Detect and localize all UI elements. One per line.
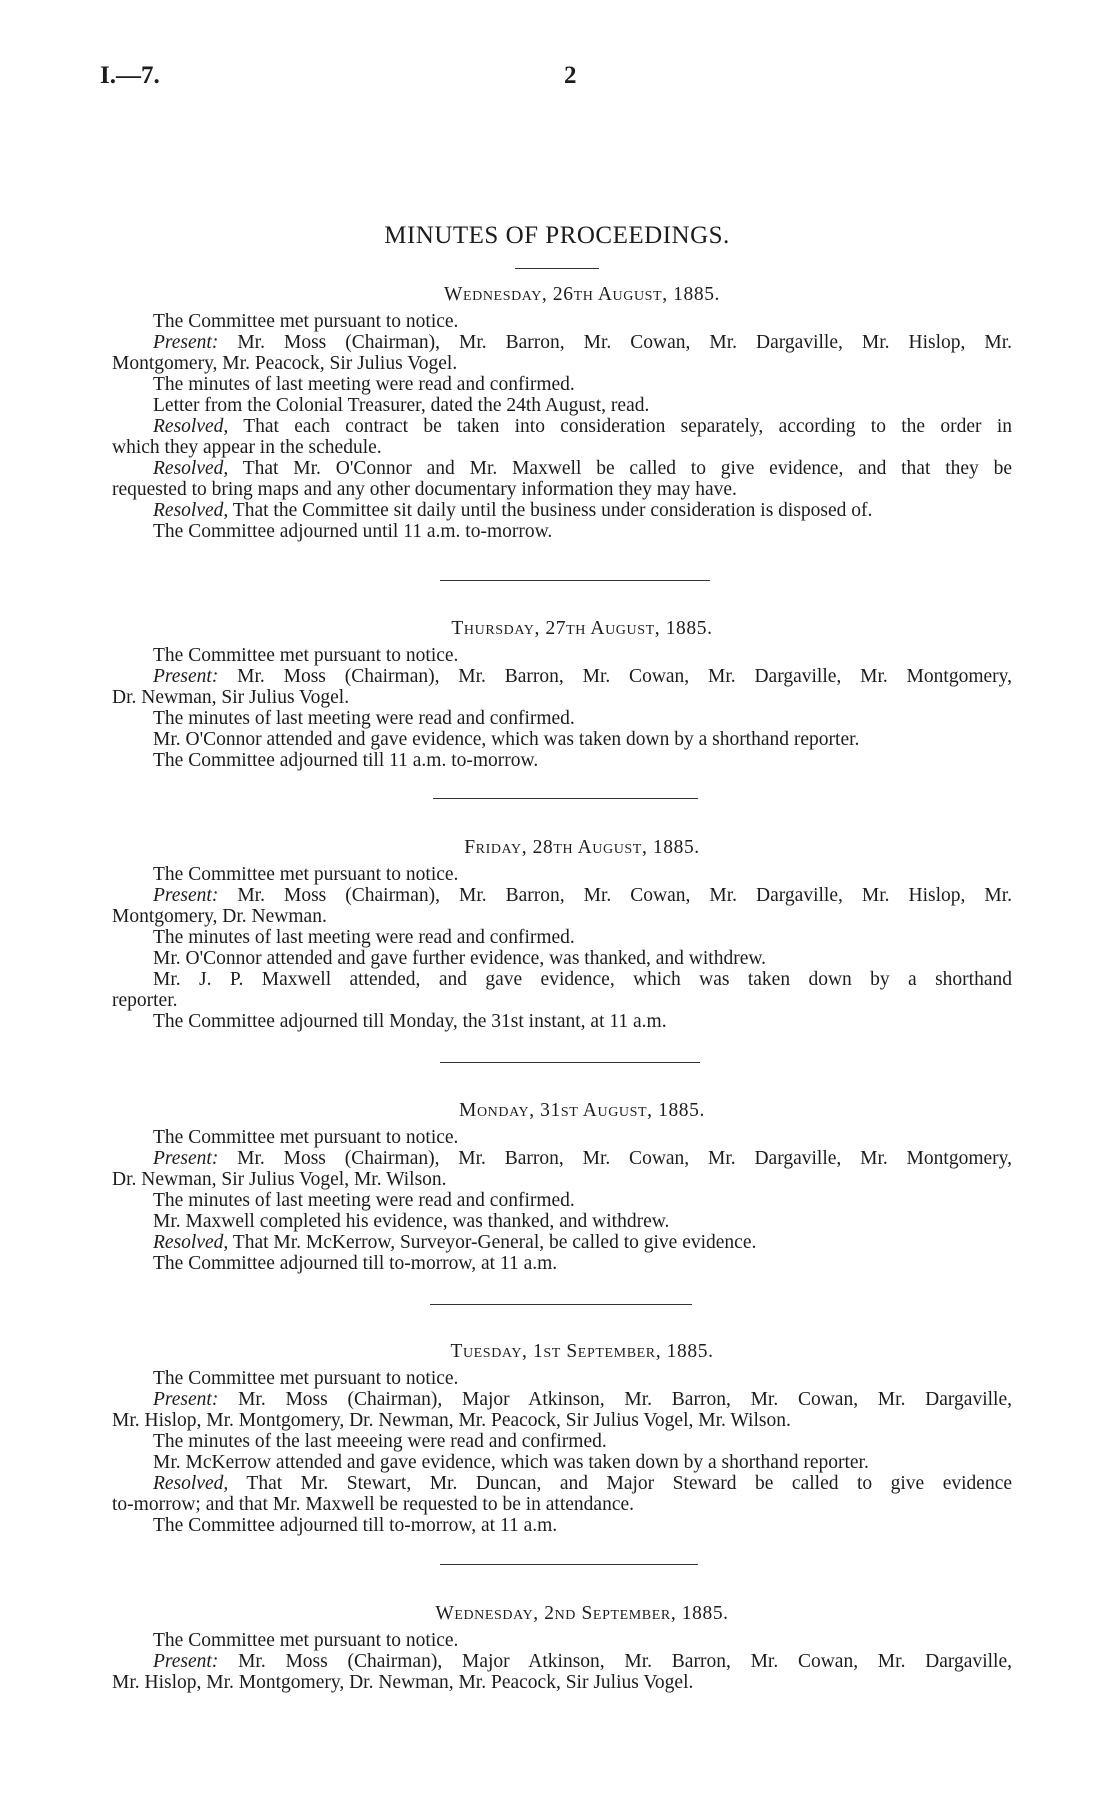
present-label: Present: [153, 885, 219, 906]
session-date: Tuesday, 1st September, 1885. [450, 1341, 714, 1362]
met-line: The Committee met pursuant to notice. [153, 1368, 459, 1389]
present-members-cont: Montgomery, Mr. Peacock, Sir Julius Vogel. [112, 353, 458, 374]
present-line [112, 1651, 1012, 1672]
met-line: The Committee met pursuant to notice. [153, 645, 459, 666]
section-divider [440, 580, 710, 581]
present-members: Mr. Moss (Chairman), Mr. Barron, Mr. Cowan, Mr. Dargaville, Mr. Montgomery, [218, 1148, 1012, 1169]
present-members: Mr. Moss (Chairman), Major Atkinson, Mr. Barron, Mr. Cowan, Mr. Dargaville, [218, 1651, 1012, 1672]
met-line: The Committee met pursuant to notice. [153, 864, 459, 885]
present-members-cont: Mr. Hislop, Mr. Montgomery, Dr. Newman, Mr. Peacock, Sir Julius Vogel. [112, 1672, 694, 1693]
page-number: 2 [564, 62, 577, 89]
resolution-text: That each contract be taken into consideration separately, according to the order in [228, 416, 1012, 437]
present-line [112, 1389, 1012, 1410]
session-date: Thursday, 27th August, 1885. [451, 618, 713, 639]
resolved-label: Resolved, [153, 1232, 229, 1253]
present-members: Mr. Moss (Chairman), Mr. Barron, Mr. Cowan, Mr. Dargaville, Mr. Montgomery, [218, 666, 1012, 687]
resolved-label: Resolved, [153, 458, 229, 479]
session-date: Wednesday, 26th August, 1885. [443, 284, 721, 305]
session-friday-28th-august [112, 837, 1012, 1032]
met-line: The Committee met pursuant to notice. [153, 311, 459, 332]
minutes-line: The minutes of last meeting were read and confirmed. [153, 374, 575, 395]
present-label: Present: [153, 332, 219, 353]
resolution-text: That Mr. Stewart, Mr. Duncan, and Major Steward be called to give evidence [228, 1473, 1012, 1494]
present-line [112, 332, 1012, 353]
resolution-line [112, 500, 1012, 521]
session-tuesday-1st-september [112, 1341, 1012, 1536]
minutes-line: The minutes of last meeting were read and confirmed. [153, 1190, 575, 1211]
present-label: Present: [153, 666, 219, 687]
present-members-cont: Dr. Newman, Sir Julius Vogel, Mr. Wilson. [112, 1169, 447, 1190]
resolution-line [112, 1232, 1012, 1253]
session-monday-31st-august [112, 1100, 1012, 1274]
paper-reference: I.—7. [100, 62, 160, 89]
adjourned-line: The Committee adjourned till to-morrow, at 11 a.m. [153, 1515, 558, 1536]
resolved-label: Resolved, [153, 416, 229, 437]
adjourned-line: The Committee adjourned till 11 a.m. to-morrow. [153, 750, 539, 771]
letter-line: Letter from the Colonial Treasurer, dated the 24th August, read. [153, 395, 650, 416]
evidence-line: Mr. O'Connor attended and gave further evidence, was thanked, and withdrew. [153, 948, 767, 969]
present-members-cont: Montgomery, Dr. Newman. [112, 906, 327, 927]
resolution-line [112, 416, 1012, 437]
session-date: Monday, 31st August, 1885. [459, 1100, 705, 1121]
present-label: Present: [153, 1389, 219, 1410]
present-members: Mr. Moss (Chairman), Mr. Barron, Mr. Cowan, Mr. Dargaville, Mr. Hislop, Mr. [218, 332, 1012, 353]
section-divider [430, 1304, 692, 1305]
evidence-line: Mr. O'Connor attended and gave evidence, which was taken down by a shorthand reporter. [153, 729, 860, 750]
session-date: Friday, 28th August, 1885. [464, 837, 700, 858]
present-members: Mr. Moss (Chairman), Major Atkinson, Mr. Barron, Mr. Cowan, Mr. Dargaville, [218, 1389, 1012, 1410]
resolved-label: Resolved, [153, 500, 229, 521]
minutes-line: The minutes of the last meeeing were read and confirmed. [153, 1431, 607, 1452]
present-line [112, 885, 1012, 906]
evidence-cont: reporter. [112, 990, 178, 1011]
section-divider [440, 1062, 700, 1063]
resolution-text: That the Committee sit daily until the business under consideration is disposed of. [228, 500, 873, 521]
session-wednesday-26th-august [112, 284, 1012, 542]
adjourned-line: The Committee adjourned till to-morrow, at 11 a.m. [153, 1253, 558, 1274]
resolution-cont: requested to bring maps and any other documentary information they may have. [112, 479, 737, 500]
present-line [112, 1148, 1012, 1169]
present-members: Mr. Moss (Chairman), Mr. Barron, Mr. Cowan, Mr. Dargaville, Mr. Hislop, Mr. [218, 885, 1012, 906]
evidence-line: Mr. Maxwell completed his evidence, was thanked, and withdrew. [153, 1211, 670, 1232]
resolved-label: Resolved, [153, 1473, 229, 1494]
met-line: The Committee met pursuant to notice. [153, 1127, 459, 1148]
resolution-line [112, 1473, 1012, 1494]
present-label: Present: [153, 1651, 219, 1672]
session-wednesday-2nd-september [112, 1603, 1012, 1693]
resolution-text: That Mr. McKerrow, Surveyor-General, be called to give evidence. [228, 1232, 757, 1253]
section-divider [433, 798, 698, 799]
session-date: Wednesday, 2nd September, 1885. [435, 1603, 729, 1624]
present-line [112, 666, 1012, 687]
page-title: MINUTES OF PROCEEDINGS. [384, 222, 730, 249]
evidence-line: Mr. J. P. Maxwell attended, and gave evidence, which was taken down by a shorthand [153, 969, 1012, 990]
section-divider [440, 1564, 698, 1565]
present-members-cont: Dr. Newman, Sir Julius Vogel. [112, 687, 350, 708]
evidence-line: Mr. McKerrow attended and gave evidence, which was taken down by a shorthand reporter. [153, 1452, 869, 1473]
present-members-cont: Mr. Hislop, Mr. Montgomery, Dr. Newman, Mr. Peacock, Sir Julius Vogel, Mr. Wilson. [112, 1410, 791, 1431]
met-line: The Committee met pursuant to notice. [153, 1630, 459, 1651]
adjourned-line: The Committee adjourned until 11 a.m. to-morrow. [153, 521, 553, 542]
resolution-line [112, 458, 1012, 479]
resolution-text: That Mr. O'Connor and Mr. Maxwell be called to give evidence, and that they be [228, 458, 1012, 479]
minutes-line: The minutes of last meeting were read and confirmed. [153, 927, 575, 948]
adjourned-line: The Committee adjourned till Monday, the 31st instant, at 11 a.m. [153, 1011, 667, 1032]
present-label: Present: [153, 1148, 219, 1169]
session-thursday-27th-august [112, 618, 1012, 771]
title-divider [515, 268, 599, 269]
minutes-line: The minutes of last meeting were read and confirmed. [153, 708, 575, 729]
resolution-cont: which they appear in the schedule. [112, 437, 382, 458]
resolution-cont: to-morrow; and that Mr. Maxwell be requested to be in attendance. [112, 1494, 635, 1515]
